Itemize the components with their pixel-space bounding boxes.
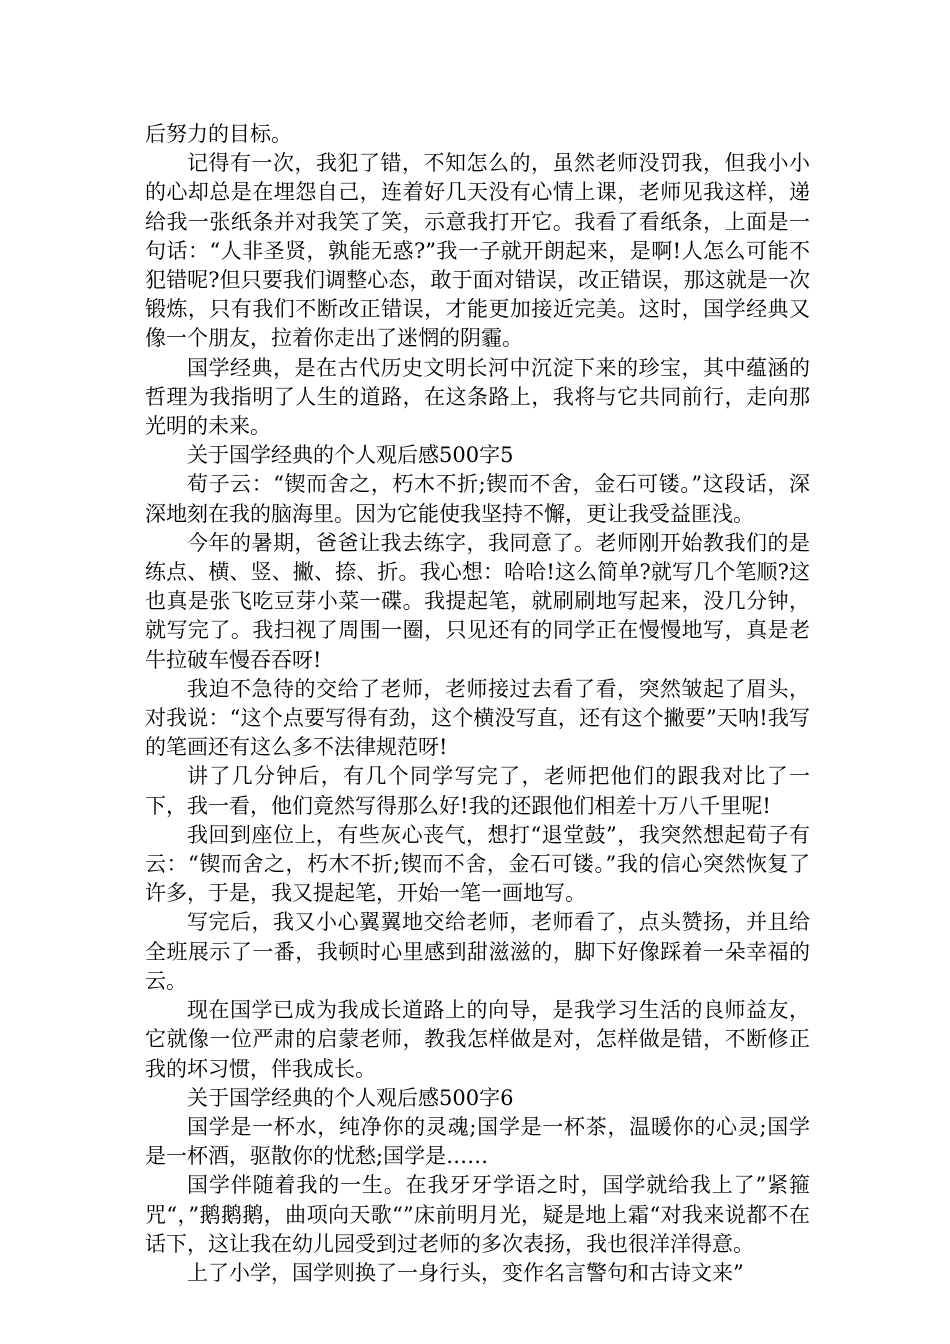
paragraph-8: 我回到座位上，有些灰心丧气，想打“退堂鼓”，我突然想起荀子有云：“锲而舍之，朽木不折;锲而不舍，金石可镂。”我的信心突然恢复了许多，于是，我又提起笔，开始一笔一画地写。 [145, 822, 810, 906]
paragraph-5: 今年的暑期，爸爸让我去练字，我同意了。老师刚开始教我们的是练点、横、竖、撇、捺、折。我心想：哈哈!这么简单?就写几个笔顺?这也真是张飞吃豆芽小菜一碟。我提起笔，就刷刷地写起来，没几分钟，就写完了。我扫视了周围一圈，只见还有的同学正在慢慢地写，真是老牛拉破车慢吞吞呀! [145, 530, 810, 672]
paragraph-9: 写完后，我又小心翼翼地交给老师，老师看了，点头赞扬，并且给全班展示了一番，我顿时心里感到甜滋滋的，脚下好像踩着一朵幸福的云。 [145, 910, 810, 993]
paragraph-4: 荀子云：“锲而舍之，朽木不折;锲而不舍，金石可镂。”这段话，深深地刻在我的脑海里。因为它能使我坚持不懈，更让我受益匪浅。 [145, 472, 810, 526]
paragraph-1: 后努力的目标。 [145, 122, 292, 146]
paragraph-7: 讲了几分钟后，有几个同学写完了，老师把他们的跟我对比了一下，我一看，他们竟然写得那么好!我的还跟他们相差十万八千里呢! [145, 764, 810, 818]
document-page [145, 120, 810, 1288]
paragraph-10: 现在国学已成为我成长道路上的向导，是我学习生活的良师益友，它就像一位严肃的启蒙老师，教我怎样做是对，怎样做是错，不断修正我的坏习惯，伴我成长。 [145, 998, 810, 1081]
paragraph-3: 国学经典，是在古代历史文明长河中沉淀下来的珍宝，其中蕴涵的哲理为我指明了人生的道路，在这条路上，我将与它共同前行，走向那光明的未来。 [145, 355, 810, 439]
paragraph-2: 记得有一次，我犯了错，不知怎么的，虽然老师没罚我，但我小小的心却总是在埋怨自己，连着好几天没有心情上课，老师见我这样，递给我一张纸条并对我笑了笑，示意我打开它。我看了看纸条，上面是一句话：“人非圣贤，孰能无惑?”我一子就开朗起来，是啊!人怎么可能不犯错呢?但只要我们调整心态，敢于面对错误，改正错误，那这就是一次锻炼，只有我们不断改正错误，才能更加接近完美。这时，国学经典又像一个朋友，拉着你走出了迷惘的阴霾。 [145, 151, 810, 351]
paragraph-13: 上了小学，国学则换了一身行头，变作名言警句和古诗文来” [187, 1260, 744, 1285]
section-heading-5: 关于国学经典的个人观后感500字5 [187, 443, 514, 468]
paragraph-6: 我迫不急待的交给了老师，老师接过去看了看，突然皱起了眉头，对我说：“这个点要写得有劲，这个横没写直，还有这个撇要”天呐!我写的笔画还有这么多不法律规范呀! [145, 676, 810, 760]
section-heading-6: 关于国学经典的个人观后感500字6 [187, 1085, 514, 1110]
paragraph-11: 国学是一杯水，纯净你的灵魂;国学是一杯茶，温暖你的心灵;国学是一杯酒，驱散你的忧愁;国学是…… [145, 1114, 810, 1169]
paragraph-12: 国学伴随着我的一生。在我牙牙学语之时，国学就给我上了”紧箍咒“，”鹅鹅鹅，曲项向天歌“”床前明月光，疑是地上霜“对我来说都不在话下，这让我在幼儿园受到过老师的多次表扬，我也很洋洋得意。 [145, 1173, 810, 1256]
